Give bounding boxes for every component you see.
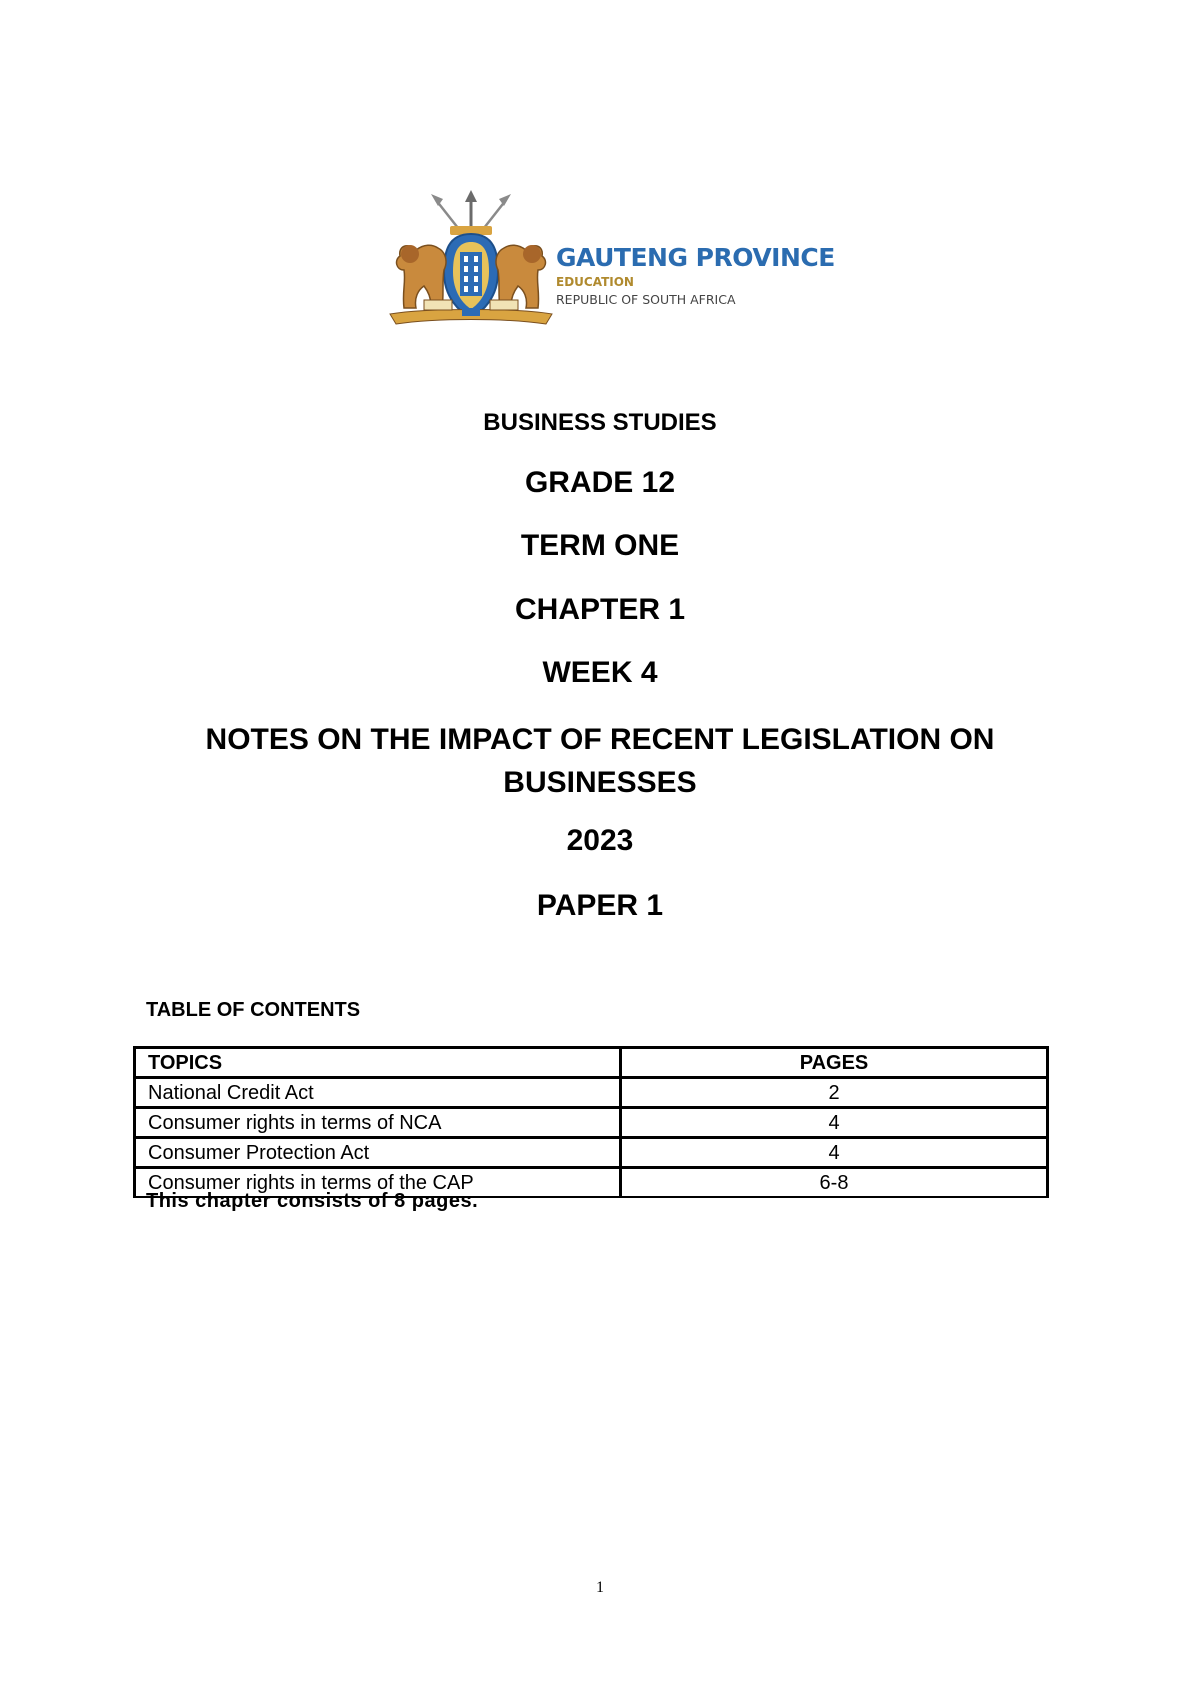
toc-topic: Consumer rights in terms of NCA: [135, 1108, 621, 1138]
chapter-label: CHAPTER 1: [514, 593, 686, 626]
logo-text: [556, 244, 835, 307]
page-number: 1: [596, 1579, 604, 1596]
toc-column-pages: PAGES: [621, 1048, 1048, 1078]
coat-of-arms-icon: [386, 190, 556, 330]
table-row: [135, 1108, 1048, 1138]
document-title-line-2: BUSINESSES: [503, 766, 697, 799]
gauteng-logo: [386, 190, 835, 330]
country-name: REPUBLIC OF SOUTH AFRICA: [556, 292, 736, 307]
toc-pages: 4: [621, 1138, 1048, 1168]
paper-label: PAPER 1: [536, 889, 664, 922]
department-name: EDUCATION: [556, 275, 634, 289]
table-row: [135, 1138, 1048, 1168]
chapter-page-count-note: This chapter consists of 8 pages.: [146, 1190, 479, 1212]
document-title-line-1: NOTES ON THE IMPACT OF RECENT LEGISLATION ON: [205, 723, 995, 756]
toc-pages: 6-8: [621, 1168, 1048, 1198]
year-label: 2023: [566, 824, 634, 857]
week-label: WEEK 4: [542, 656, 658, 689]
toc-heading: TABLE OF CONTENTS: [146, 999, 361, 1021]
province-name: GAUTENG PROVINCE: [556, 243, 835, 272]
toc-column-topics: TOPICS: [135, 1048, 621, 1078]
toc-table: [133, 1046, 1049, 1198]
toc-pages: 2: [621, 1078, 1048, 1108]
term-label: TERM ONE: [520, 529, 680, 562]
document-title: [0, 718, 1200, 804]
toc-topic: Consumer rights in terms of the CAP: [135, 1168, 621, 1198]
toc-topic: Consumer Protection Act: [135, 1138, 621, 1168]
subject-title: BUSINESS STUDIES: [483, 409, 717, 436]
table-row: [135, 1078, 1048, 1108]
toc-topic: National Credit Act: [135, 1078, 621, 1108]
grade-label: GRADE 12: [524, 466, 676, 499]
toc-pages: 4: [621, 1108, 1048, 1138]
toc-header-row: [135, 1048, 1048, 1078]
